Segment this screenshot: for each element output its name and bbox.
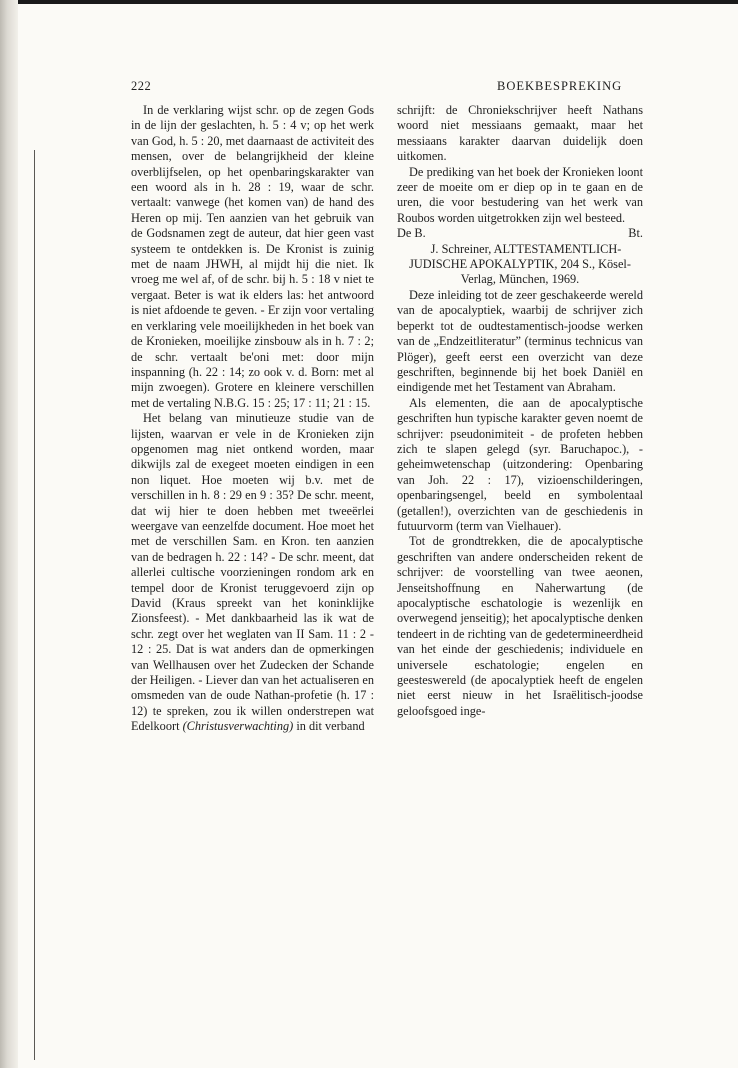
right-paragraph-1: schrijft: de Chroniekschrijver heeft Nathans woord niet messiaans gemaakt, maar het messiaans karakter daarvan duidelijk doen uitkomen. (397, 103, 643, 164)
book-reference-italic: (Christusverwachting) (182, 719, 294, 734)
scan-edge-top (0, 0, 738, 4)
left-column (131, 103, 374, 735)
right-paragraph-3: Deze inleiding tot de zeer geschakeerde wereld van de apocalyptiek, waarbij de schrijver zich beperkt tot de oudtestamentisch-joodse werken van de „Endzeitliteratur” (terminus technicus van Plöger), geeft eerst een overzicht van deze geschriften, beginnende bij het boek Daniël en eindigende met het Testament van Abraham. (397, 287, 643, 395)
right-paragraph-4: Als elementen, die aan de apocalyptische geschriften hun typische karakter geven noemt de schrijver: pseudonimiteit - de profeten hebben zich te slapen gelegd (syr. Baruchapoc.), - geheimwetenschap (uitzondering: Openbaring van Joh. 22 : 17), vizioenschilderingen, openbaringsengel, beeld en symbolentaal (getallen!), overzichten van de geschiedenis in futuurvorm (term van Vielhauer). (397, 395, 643, 533)
page-number: 222 (131, 79, 152, 93)
left-paragraph-2 (131, 411, 374, 735)
left-paragraph-2-end: in dit verband (296, 719, 365, 734)
scan-edge-left (0, 0, 18, 1068)
left-paragraph-2-text: Het belang van minutieuze studie van de lijsten, waarvan er vele in de Kronieken zijn opgenomen mag niet ontkend worden, maar dikwijls zal de exegeet moeten eindigen in een non liquet. Hoe moeten wij b.v. met de verschillen in h. 8 : 29 en 9 : 35? De schr. meent, dat wij hier te doen hebben met tweeërlei weergave van eenzelfde document. Hoe moet het met de verschillen Sam. en Kron. ten aanzien van de bedragen h. 22 : 14? - De schr. meent, dat allerlei cultische voorzieningen rondom ark en tempel door de Kronist teruggevoerd zijn op David (Kraus spreekt van het koninklijke Zionsfeest). - Met dankbaarheid las ik wat de schr. zegt over het weglaten van II Sam. 11 : 2 - 12 : 25. Dat is wat anders dan de opmerkingen van Wellhausen over het Zudecken der Schande der Heiligen. - Liever dan van het actualiseren en omsmeden van de oude Nathan-profetie (h. 17 : 12) te spreken, zou ik willen onderstrepen wat Edelkoort (131, 411, 374, 734)
right-paragraph-2: De prediking van het boek der Kronieken loont zeer de moeite om er diep op in te gaan en de uren, die voor bestudering van het werk van Roubos worden uitgetrokken zijn wel besteed. (397, 164, 643, 225)
book-title: J. Schreiner, ALTTESTAMENTLICH-JUDISCHE APOKALYPTIK, 204 S., Kösel-Verlag, München, 1969. (409, 241, 631, 287)
signature-right: Bt. (628, 226, 643, 241)
running-head: BOEKBESPREKING (497, 79, 623, 93)
right-column (397, 103, 643, 719)
review-signature (397, 226, 643, 241)
left-paragraph-1: In de verklaring wijst schr. op de zegen Gods in de lijn der geslachten, h. 5 : 4 v; op het werk van God, h. 5 : 20, met daarnaast de activiteit des mensen, over de belangrijkheid der kleine overblijfselen, op het openbaringskarakter van een woord als in h. 28 : 19, waar de schr. vertaalt: vanwege (het komen van) de hand des Heren op mij. Ten aanzien van het gebruik van de Godsnamen zegt de auteur, dat hier geen vast systeem te ontdekken is. De Kronist is zuinig met de naam JHWH, al mijdt hij die niet. Ik vroeg me wel af, of de schr. bij h. 5 : 18 v niet te vergaat. Beter is wat ik elders las: het antwoord is niet afdoende te geven. - Er zijn voor vertaling en verklaring vele moeilijkheden in het boek van de Kronieken, moeilijke zinsbouw als in h. 7 : 2; de schr. vertaalt be'oni met: door mijn inspanning (h. 22 : 14; zo ook v. d. Born: met al mijn zwoegen). Grotere en kleinere verschillen met de vertaling N.B.G. 15 : 25; 17 : 11; 21 : 15. (131, 103, 374, 410)
right-paragraph-5: Tot de grondtrekken, die de apocalyptische geschriften van andere onderscheiden rekent de schrijver: de voorstelling van twee aeonen, Jenseitshoffnung en Naherwartung (de apocalyptische eschatologie is wezenlijk en overwegend jenseitig); het apocalyptische denken tendeert in de richting van de gedetermineerdheid van het einde der geschiedenis; individuele en universele eschatologie; engelen en geesteswereld (de apocalyptiek heeft de engelen niet eerst nieuw in het Israëlitisch-joodse geloofsgoed inge- (397, 534, 643, 718)
signature-left: De B. (397, 226, 426, 241)
scan-binding-line (34, 150, 35, 1060)
